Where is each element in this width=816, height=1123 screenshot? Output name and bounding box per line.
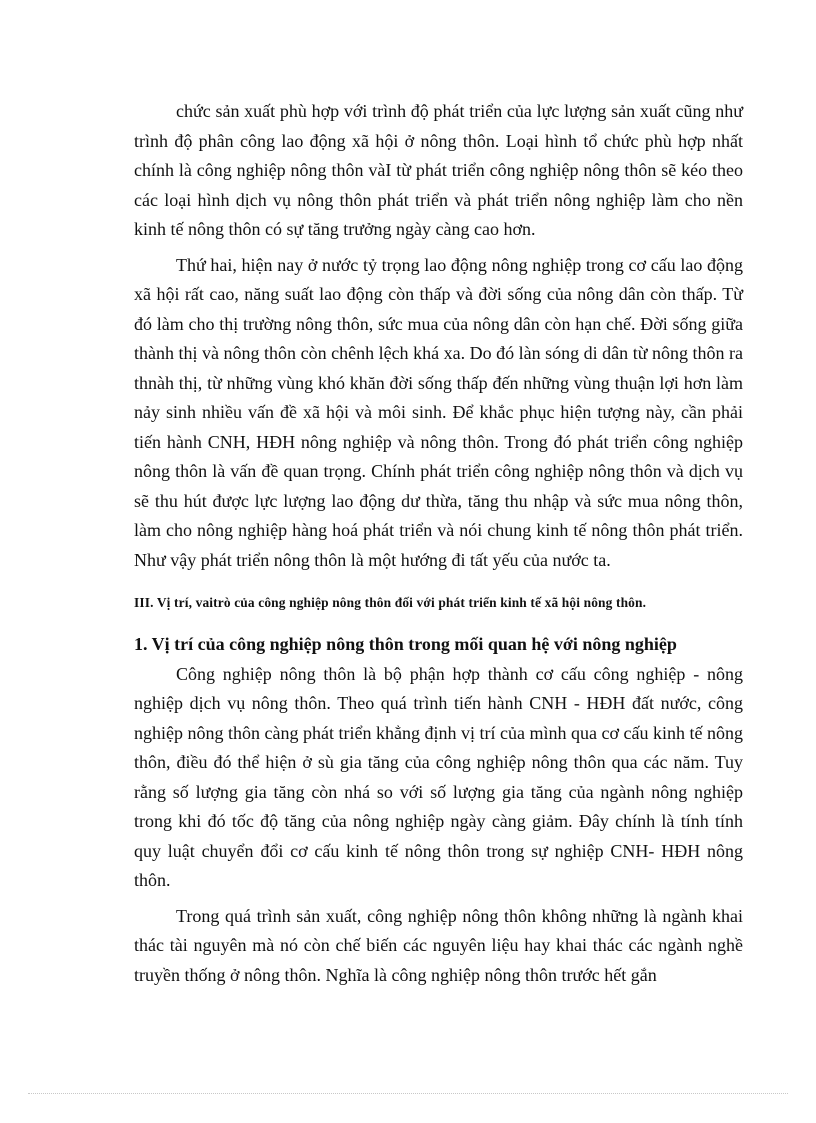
document-body (134, 97, 743, 990)
subsection-heading: 1. Vị trí của công nghiệp nông thôn trong mối quan hệ với nông nghiệp (134, 634, 677, 654)
paragraph-continuation: chức sản xuất phù hợp với trình độ phát triển của lực lượng sản xuất cũng như trình độ phân công lao động xã hội ở nông thôn. Loại hình tổ chức phù hợp nhất chính là công nghiệp nông thôn vàI từ phát triển công nghiệp nông thôn sẽ kéo theo các loại hình dịch vụ nông thôn phát triển và phát triển nông nghiệp làm cho nền kinh tế nông thôn có sự tăng trưởng ngày càng cao hơn. (134, 101, 743, 239)
section-heading: III. Vị trí, vaitrò của công nghiệp nông thôn đối với phát triển kinh tế xã hội nông thôn. (134, 595, 647, 610)
paragraph-position: Công nghiệp nông thôn là bộ phận hợp thành cơ cấu công nghiệp - nông nghiệp dịch vụ nông thôn. Theo quá trình tiến hành CNH - HĐH đất nước, công nghiệp nông thôn càng phát triển khẳng định vị trí của mình qua cơ cấu kinh tế nông thôn, điều đó thể hiện ở sù gia tăng của công nghiệp nông thôn qua các năm. Tuy rằng số lượng gia tăng còn nhá so với số lượng gia tăng của ngành nông nghiệp trong khi đó tốc độ tăng của nông nghiệp ngày càng giảm. Đây chính là tính tính quy luật chuyển đổi cơ cấu kinh tế nông thôn trong sự nghiệp CNH- HĐH nông thôn. (134, 663, 743, 890)
paragraph-second-reason: Thứ hai, hiện nay ở nước tỷ trọng lao động nông nghiệp trong cơ cấu lao động xã hội rất cao, năng suất lao động còn thấp và đời sống của nông dân còn thấp. Từ đó làm cho thị trường nông thôn, sức mua của nông dân còn hạn chế. Đời sống giữa thành thị và nông thôn còn chênh lệch khá xa. Do đó làn sóng di dân từ nông thôn ra thnàh thị, từ những vùng khó khăn đời sống thấp đến những vùng thuận lợi hơn làm nảy sinh nhiều vấn đề xã hội và môi sinh. Để khắc phục hiện tượng này, cần phải tiến hành CNH, HĐH nông nghiệp và nông thôn. Trong đó phát triển công nghiệp nông thôn là vấn đề quan trọng. Chính phát triển công nghiệp nông thôn và dịch vụ sẽ thu hút được lực lượng lao động dư thừa, tăng thu nhập và sức mua nông thôn, làm cho nông nghiệp hàng hoá phát triển và nói chung kinh tế nông thôn phát triển. Như vậy phát triển nông thôn là một hướng đi tất yếu của nước ta. (134, 254, 743, 570)
paragraph-production: Trong quá trình sản xuất, công nghiệp nông thôn không những là ngành khai thác tài nguyên mà nó còn chế biến các nguyên liệu hay khai thác các ngành nghề truyền thống ở nông thôn. Nghĩa là công nghiệp nông thôn trước hết gắn (134, 905, 743, 985)
footer-divider (28, 1093, 788, 1094)
